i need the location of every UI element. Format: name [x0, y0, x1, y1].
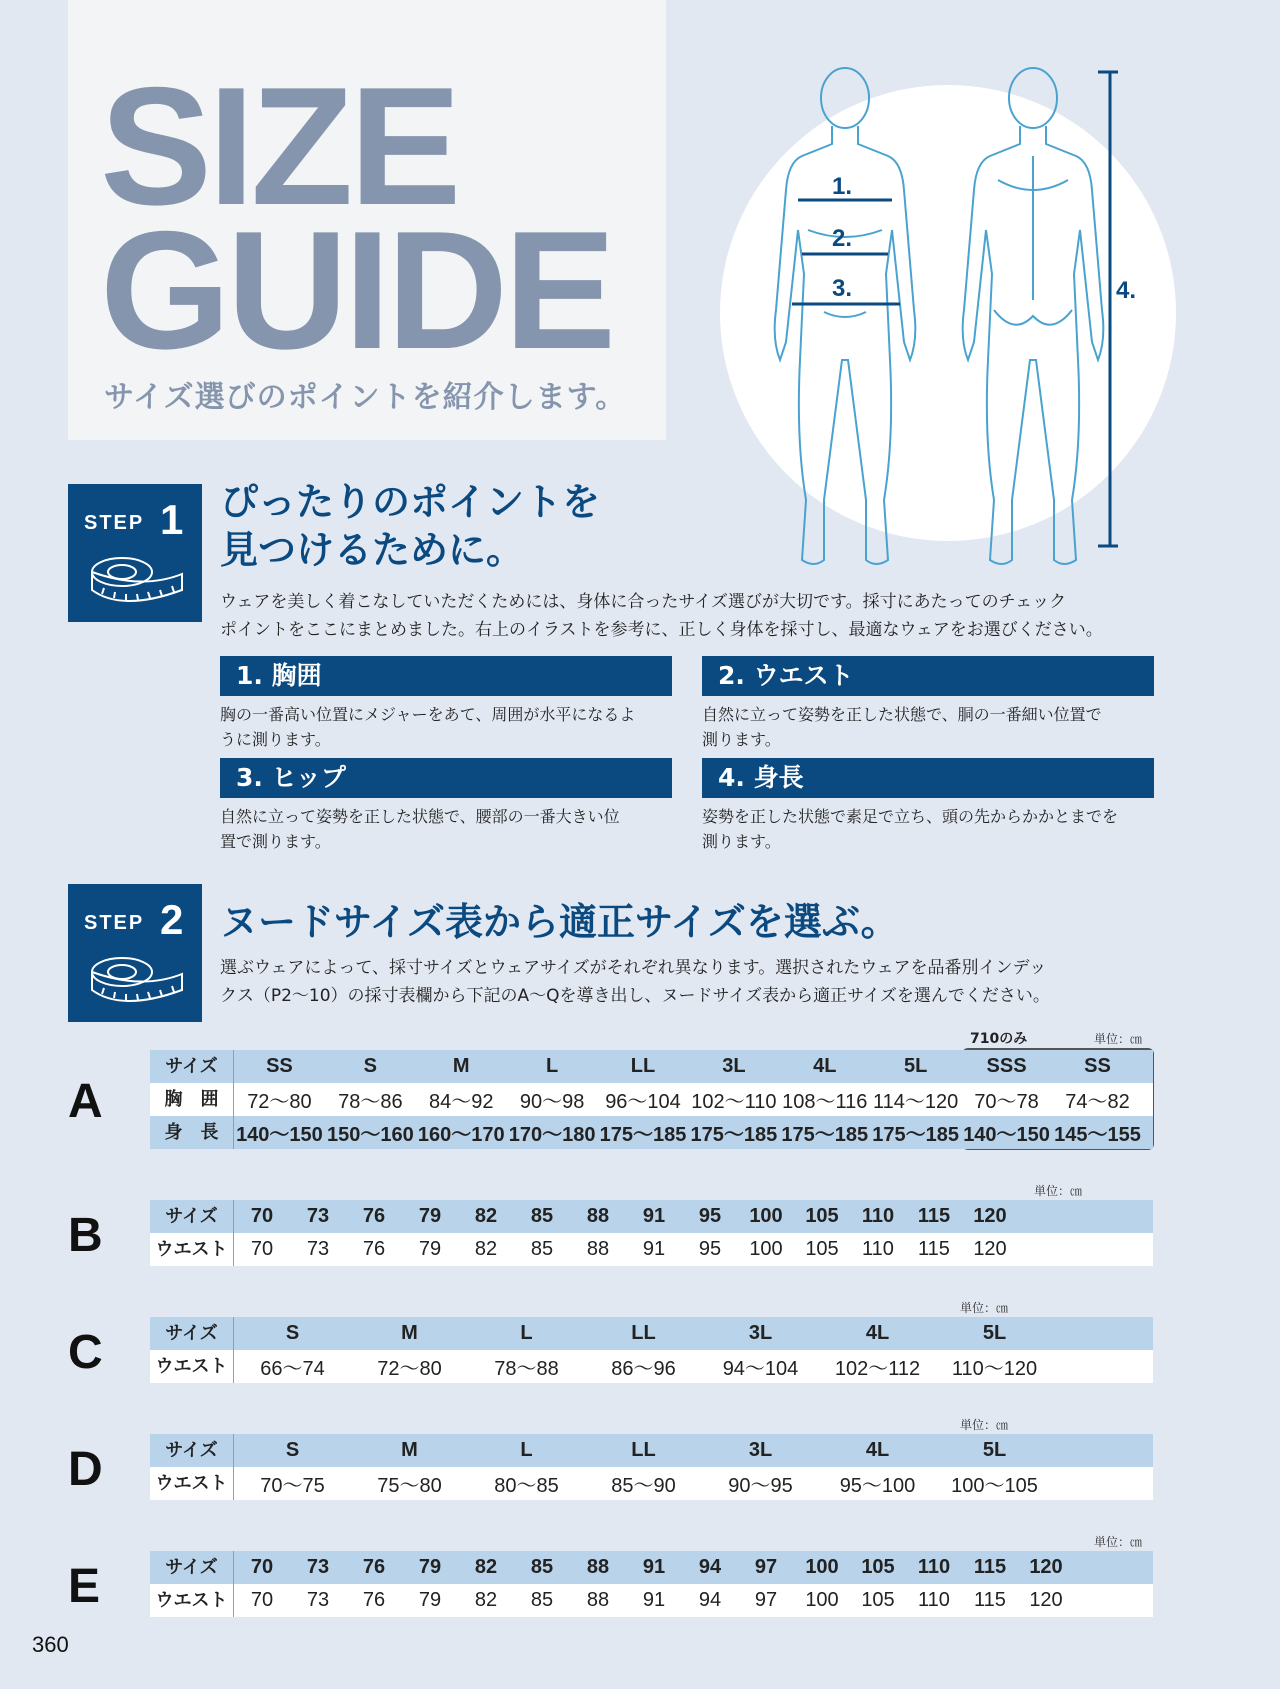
table-cell: 73	[306, 1205, 330, 1227]
table-cell: 78～88	[494, 1358, 559, 1380]
row-header: サイズ	[150, 1200, 234, 1233]
row-header: サイズ	[150, 1317, 234, 1350]
table-cell: 5L	[982, 1322, 1007, 1344]
row-header: 身 長	[150, 1116, 234, 1149]
table-cell: 82	[474, 1238, 498, 1260]
table-cell: 110～120	[951, 1358, 1038, 1380]
table-cell: 70	[250, 1238, 274, 1260]
table-cell: 94	[698, 1589, 722, 1611]
table-d	[150, 1434, 1153, 1500]
row-header: ウエスト	[150, 1467, 234, 1500]
table-cell: 3L	[748, 1322, 773, 1344]
page-number: 360	[32, 1632, 69, 1657]
table-cell: 120	[1029, 1589, 1063, 1611]
table-e-letter: E	[68, 1560, 101, 1613]
table-cell: 70～75	[260, 1475, 325, 1497]
step1-badge	[68, 484, 202, 622]
table-cell: 82	[474, 1556, 498, 1578]
table-cell: 76	[362, 1205, 386, 1227]
table-cell: 79	[418, 1205, 442, 1227]
step-number: 2	[160, 896, 184, 943]
figure-label-4: 4.	[1116, 277, 1137, 304]
measuring-tape-icon	[82, 550, 188, 612]
table-cell: M	[452, 1055, 470, 1077]
row-header: 胸 囲	[150, 1083, 234, 1116]
title-guide: GUIDE	[100, 196, 613, 384]
table-row	[150, 1434, 1153, 1467]
table-cell: SS	[1084, 1055, 1111, 1077]
table-cell: 88	[586, 1205, 610, 1227]
table-cell: 105	[861, 1556, 895, 1578]
table-cell: 175～185	[781, 1124, 869, 1146]
table-cell: 5L	[904, 1055, 928, 1077]
step-label: STEP	[84, 512, 145, 534]
table-cell: 79	[418, 1238, 442, 1260]
table-cell: L	[520, 1322, 533, 1344]
table-cell: 84～92	[428, 1091, 494, 1113]
table-cell: 4L	[865, 1439, 890, 1461]
row-header: サイズ	[150, 1050, 234, 1083]
table-cell: 110	[861, 1205, 895, 1227]
step-label: STEP	[84, 912, 145, 934]
table-c	[150, 1317, 1153, 1383]
row-header: ウエスト	[150, 1584, 234, 1617]
table-cell: 150～160	[326, 1124, 414, 1146]
table-cell: 91	[642, 1589, 666, 1611]
table-row	[150, 1350, 1153, 1383]
table-row	[150, 1083, 1153, 1116]
table-row	[150, 1233, 1153, 1266]
table-cell: 82	[474, 1205, 498, 1227]
table-cell: 88	[586, 1589, 610, 1611]
step2-badge	[68, 884, 202, 1022]
table-cell: 5L	[982, 1439, 1007, 1461]
table-cell: M	[401, 1322, 418, 1344]
table-d-letter: D	[68, 1443, 103, 1496]
table-cell: 175～185	[872, 1124, 960, 1146]
point-waist-title: 2. ウエスト	[702, 656, 1154, 696]
table-cell: 96～104	[605, 1091, 681, 1113]
table-cell: 76	[362, 1589, 386, 1611]
table-cell: 88	[586, 1238, 610, 1260]
table-cell: 114～120	[873, 1091, 959, 1113]
table-cell: 120	[973, 1205, 1007, 1227]
table-c-unit: 単位：㎝	[960, 1301, 1009, 1315]
table-cell: 79	[418, 1556, 442, 1578]
table-cell: 110	[862, 1238, 894, 1260]
table-row	[150, 1116, 1153, 1149]
table-cell: 91	[642, 1238, 666, 1260]
table-cell: 140～150	[236, 1124, 323, 1146]
table-cell: SSS	[986, 1055, 1027, 1077]
table-cell: 85	[530, 1238, 554, 1260]
step1-description	[220, 588, 1180, 644]
table-cell: 75～80	[377, 1475, 442, 1497]
step2-heading: ヌードサイズ表から適正サイズを選ぶ。	[220, 900, 899, 944]
row-header: ウエスト	[150, 1350, 234, 1383]
table-cell: 105	[805, 1238, 839, 1260]
table-cell: 80～85	[494, 1475, 559, 1497]
table-cell: 85	[530, 1205, 554, 1227]
table-cell: S	[363, 1055, 377, 1077]
table-cell: 110	[918, 1589, 950, 1611]
point-chest-desc-line2: うに測ります。	[220, 730, 331, 749]
table-a	[150, 1050, 1153, 1149]
table-cell: 70	[250, 1205, 274, 1227]
table-cell: 115	[917, 1205, 951, 1227]
table-cell: 115	[973, 1556, 1007, 1578]
step1-desc-line2: ポイントをここにまとめました。右上のイラストを参考に、正しく身体を採寸し、最適なウェアをお選びください。	[220, 620, 1103, 640]
table-cell: 86～96	[611, 1358, 676, 1380]
table-cell: 97	[754, 1556, 778, 1578]
table-cell: 72～80	[377, 1358, 442, 1380]
table-row	[150, 1551, 1153, 1584]
table-cell: 73	[306, 1556, 330, 1578]
table-row	[150, 1317, 1153, 1350]
table-a-letter: A	[68, 1075, 103, 1128]
table-cell: 100～105	[951, 1475, 1038, 1497]
point-chest-desc	[220, 702, 680, 752]
point-hip-desc-line1: 自然に立って姿勢を正した状態で、腰部の一番大きい位	[220, 807, 620, 826]
table-a-unit: 単位：㎝	[1094, 1032, 1143, 1046]
table-cell: L	[546, 1055, 559, 1077]
table-cell: 73	[306, 1238, 330, 1260]
table-cell: 175～185	[690, 1124, 778, 1146]
step1-heading-line2: 見つけるために。	[220, 528, 525, 572]
point-chest-desc-line1: 胸の一番高い位置にメジャーをあて、周囲が水平になるよ	[220, 705, 636, 724]
subtitle: サイズ選びのポイントを紹介します。	[104, 380, 627, 415]
table-e	[150, 1551, 1153, 1617]
figure-label-3: 3.	[832, 275, 853, 302]
table-row	[150, 1200, 1153, 1233]
title-block	[68, 0, 666, 440]
table-cell: 100	[805, 1589, 839, 1611]
table-cell: 95	[698, 1205, 722, 1227]
table-cell: 90～95	[728, 1475, 793, 1497]
table-cell: M	[401, 1439, 418, 1461]
point-waist-desc-line1: 自然に立って姿勢を正した状態で、胴の一番細い位置で	[702, 705, 1102, 724]
point-hip-desc-line2: 置で測ります。	[220, 832, 331, 851]
table-b-letter: B	[68, 1209, 103, 1262]
step1-heading-line1: ぴったりのポイントを	[220, 480, 601, 524]
table-cell: 70	[250, 1556, 274, 1578]
table-cell: 97	[754, 1589, 778, 1611]
point-chest-title: 1. 胸囲	[220, 656, 672, 696]
table-cell: 120	[1029, 1556, 1063, 1578]
point-hip-desc	[220, 804, 680, 854]
table-e-unit: 単位：㎝	[1094, 1535, 1143, 1549]
body-measurement-illustration	[740, 60, 1160, 580]
step1-heading	[220, 478, 600, 574]
table-cell: 94	[698, 1556, 722, 1578]
table-cell: 100	[749, 1238, 783, 1260]
table-row	[150, 1467, 1153, 1500]
table-cell: 78～86	[338, 1091, 403, 1113]
row-header: サイズ	[150, 1434, 234, 1467]
table-cell: 100	[749, 1205, 783, 1227]
table-cell: 82	[474, 1589, 498, 1611]
point-waist-desc	[702, 702, 1162, 752]
table-cell: 108～116	[782, 1091, 868, 1113]
point-height-desc	[702, 804, 1162, 854]
table-cell: 105	[805, 1205, 839, 1227]
table-cell: 76	[362, 1556, 386, 1578]
table-cell: 72～80	[247, 1091, 312, 1113]
point-height-desc-line1: 姿勢を正した状態で素足で立ち、頭の先からかかとまでを	[702, 807, 1119, 826]
table-cell: 110	[917, 1556, 951, 1578]
table-cell: 74～82	[1065, 1091, 1130, 1113]
table-cell: S	[285, 1322, 300, 1344]
table-cell: LL	[631, 1439, 656, 1461]
table-cell: 76	[362, 1238, 386, 1260]
table-cell: 85	[530, 1589, 554, 1611]
table-cell: 94～104	[722, 1358, 799, 1380]
table-cell: 102～110	[691, 1091, 777, 1113]
table-cell: 115	[918, 1238, 950, 1260]
step2-description	[220, 954, 1180, 1010]
table-cell: 91	[642, 1205, 666, 1227]
table-cell: 105	[861, 1589, 895, 1611]
point-height-title: 4. 身長	[702, 758, 1154, 798]
table-cell: 73	[306, 1589, 330, 1611]
table-cell: 102～112	[834, 1358, 921, 1380]
figure-label-2: 2.	[832, 225, 853, 252]
table-cell: S	[285, 1439, 300, 1461]
table-row	[150, 1584, 1153, 1617]
table-cell: SS	[266, 1055, 293, 1077]
row-header: サイズ	[150, 1551, 234, 1584]
step2-desc-line2: クス（P2～10）の採寸表欄から下記のA～Qを導き出し、ヌードサイズ表から適正サイズを選んでください。	[220, 986, 1050, 1006]
table-cell: 100	[805, 1556, 839, 1578]
table-cell: 85	[530, 1556, 554, 1578]
measuring-tape-icon	[82, 950, 188, 1012]
table-cell: 4L	[865, 1322, 890, 1344]
table-cell: 140～150	[963, 1124, 1050, 1146]
table-cell: L	[520, 1439, 533, 1461]
title-size: SIZE	[100, 52, 458, 240]
table-cell: LL	[631, 1322, 656, 1344]
point-waist-desc-line2: 測ります。	[702, 730, 781, 749]
table-cell: 70～78	[974, 1091, 1039, 1113]
step2-desc-line1: 選ぶウェアによって、採寸サイズとウェアサイズがそれぞれ異なります。選択されたウェアを品番別インデッ	[220, 958, 1047, 978]
row-header: ウエスト	[150, 1233, 234, 1266]
table-cell: 145～155	[1054, 1124, 1141, 1146]
step-number: 1	[160, 496, 184, 543]
table-cell: 91	[642, 1556, 666, 1578]
table-b-unit: 単位：㎝	[1034, 1184, 1083, 1198]
table-row	[150, 1050, 1153, 1083]
table-cell: 66～74	[260, 1358, 325, 1380]
step1-desc-line1: ウェアを美しく着こなしていただくためには、身体に合ったサイズ選びが大切です。採寸にあたってのチェック	[220, 592, 1067, 612]
table-cell: 95	[698, 1238, 722, 1260]
point-height-desc-line2: 測ります。	[702, 832, 781, 851]
table-cell: 95～100	[839, 1475, 916, 1497]
table-cell: 160～170	[417, 1124, 505, 1146]
table-cell: 3L	[748, 1439, 773, 1461]
table-cell: 175～185	[599, 1124, 687, 1146]
table-cell: 88	[586, 1556, 610, 1578]
table-cell: 4L	[813, 1055, 837, 1077]
table-cell: 90～98	[519, 1091, 585, 1113]
table-cell: 170～180	[508, 1124, 596, 1146]
table-cell: LL	[630, 1055, 656, 1077]
table-cell: 3L	[722, 1055, 746, 1077]
table-d-unit: 単位：㎝	[960, 1418, 1009, 1432]
table-c-letter: C	[68, 1326, 103, 1379]
table-a-note: 710のみ	[970, 1031, 1028, 1047]
table-b	[150, 1200, 1153, 1266]
point-hip-title: 3. ヒップ	[220, 758, 672, 798]
table-cell: 70	[250, 1589, 274, 1611]
figure-label-1: 1.	[832, 173, 853, 200]
table-cell: 120	[973, 1238, 1007, 1260]
table-cell: 115	[974, 1589, 1006, 1611]
table-cell: 79	[418, 1589, 442, 1611]
table-cell: 85～90	[611, 1475, 676, 1497]
